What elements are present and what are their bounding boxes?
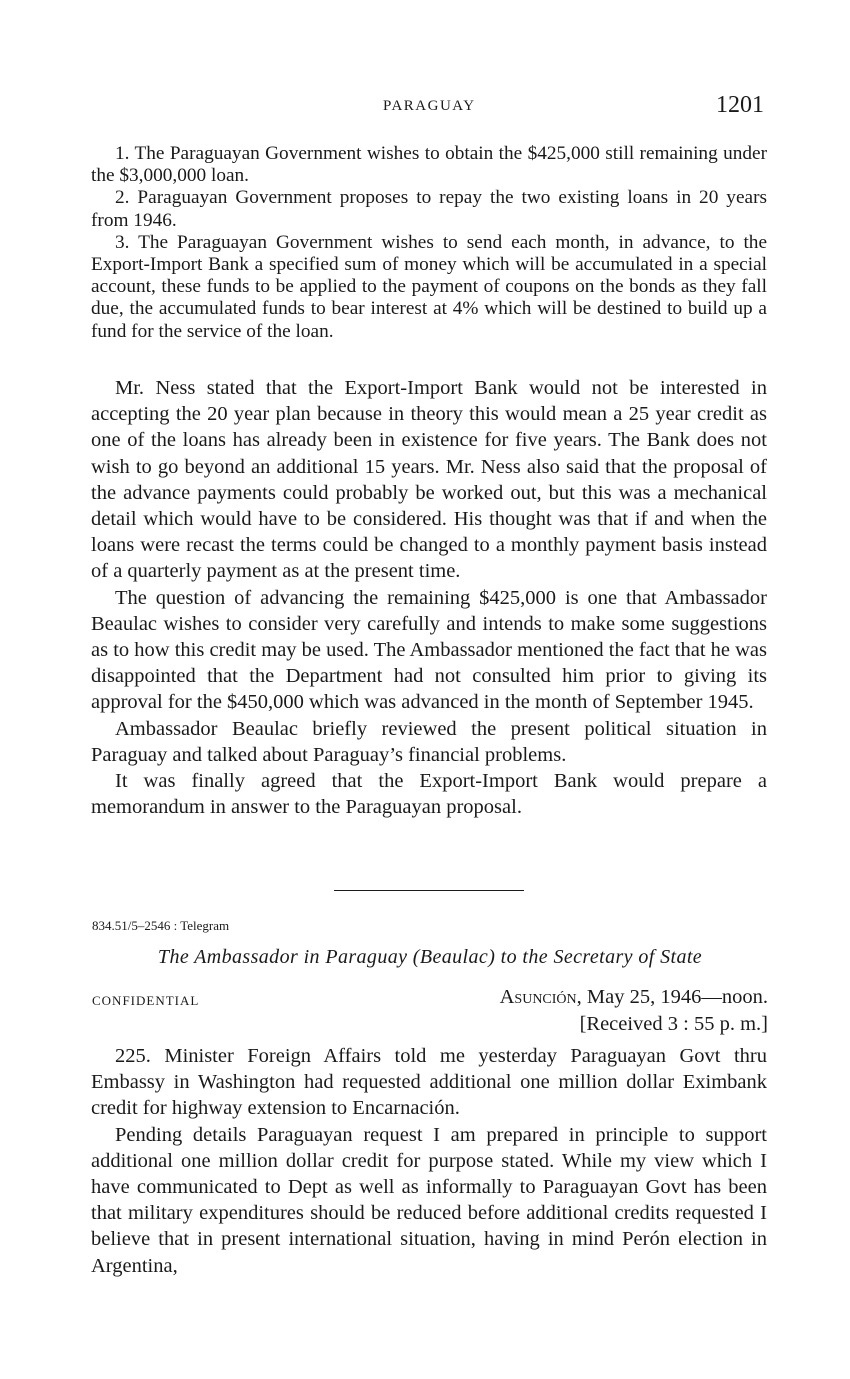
telegram-paragraph: Pending details Paraguayan request I am prepared in principle to support additional one million dollar credit for purpose stated. While my view which I have communicated to Dept as well as informally to Paraguayan Govt has been that military expenditures should be reduced before additional credits requested I believe that in present international situation, having in mind Perón election in Argentina, [91, 1123, 767, 1277]
received-note: [Received 3 : 55 p. m.] [579, 1013, 768, 1035]
dateline-date: , May 25, 1946—noon. [576, 986, 768, 1008]
dateline [500, 986, 768, 1009]
point-1: 1. The Paraguayan Government wishes to obtain the $425,000 still remaining under the $3,000,000 loan. [91, 143, 767, 187]
telegram-paragraph: 225. Minister Foreign Affairs told me yesterday Paraguayan Govt thru Embassy in Washington had requested additional one million dollar Eximbank credit for highway extension to Encarnación. [91, 1045, 767, 1120]
memo-paragraph: Mr. Ness stated that the Export-Import Bank would not be interested in accepting the 20 year plan because in theory this would mean a 25 year credit as one of the loans has already been in existence for five years. The Bank does not wish to go beyond an additional 15 years. Mr. Ness also said that the proposal of the advance payments could probably be worked out, but this was a mechanical detail which would have to be considered. His thought was that if and when the loans were recast the terms could be changed to a monthly payment basis instead of a quarterly payment as at the present time. [91, 377, 767, 583]
memo-paragraph: Ambassador Beaulac briefly reviewed the present political situation in Paraguay and talked about Paraguay’s financial problems. [91, 717, 767, 766]
point-2: 2. Paraguayan Government proposes to repay the two existing loans in 20 years from 1946. [91, 187, 767, 231]
classification-label: CONFIDENTIAL [92, 993, 200, 1008]
memo-body [91, 375, 767, 820]
running-header-title: PARAGUAY [383, 98, 476, 114]
page-number: 1201 [716, 92, 764, 118]
numbered-points [91, 143, 767, 343]
telegram-title: The Ambassador in Paraguay (Beaulac) to the Secretary of State [157, 946, 703, 968]
dateline-place: Asunción [499, 986, 577, 1008]
memo-paragraph: It was finally agreed that the Export-Import Bank would prepare a memorandum in answer to the Paraguayan proposal. [91, 770, 767, 819]
file-reference: 834.51/5–2546 : Telegram [92, 918, 230, 933]
telegram-body [91, 1043, 767, 1279]
memo-paragraph: The question of advancing the remaining $425,000 is one that Ambassador Beaulac wishes to consider very carefully and intends to make some suggestions as to how this credit may be used. The Ambassador mentioned the fact that he was disappointed that the Department had not consulted him prior to giving its approval for the $450,000 which was advanced in the month of September 1945. [91, 586, 767, 714]
section-divider [334, 890, 524, 891]
point-3: 3. The Paraguayan Government wishes to send each month, in advance, to the Export-Import Bank a specified sum of money which will be accumulated in a special account, these funds to be applied to the payment of coupons on the bonds as they fall due, the accumulated funds to bear interest at 4% which will be destined to build up a fund for the service of the loan. [91, 231, 767, 342]
